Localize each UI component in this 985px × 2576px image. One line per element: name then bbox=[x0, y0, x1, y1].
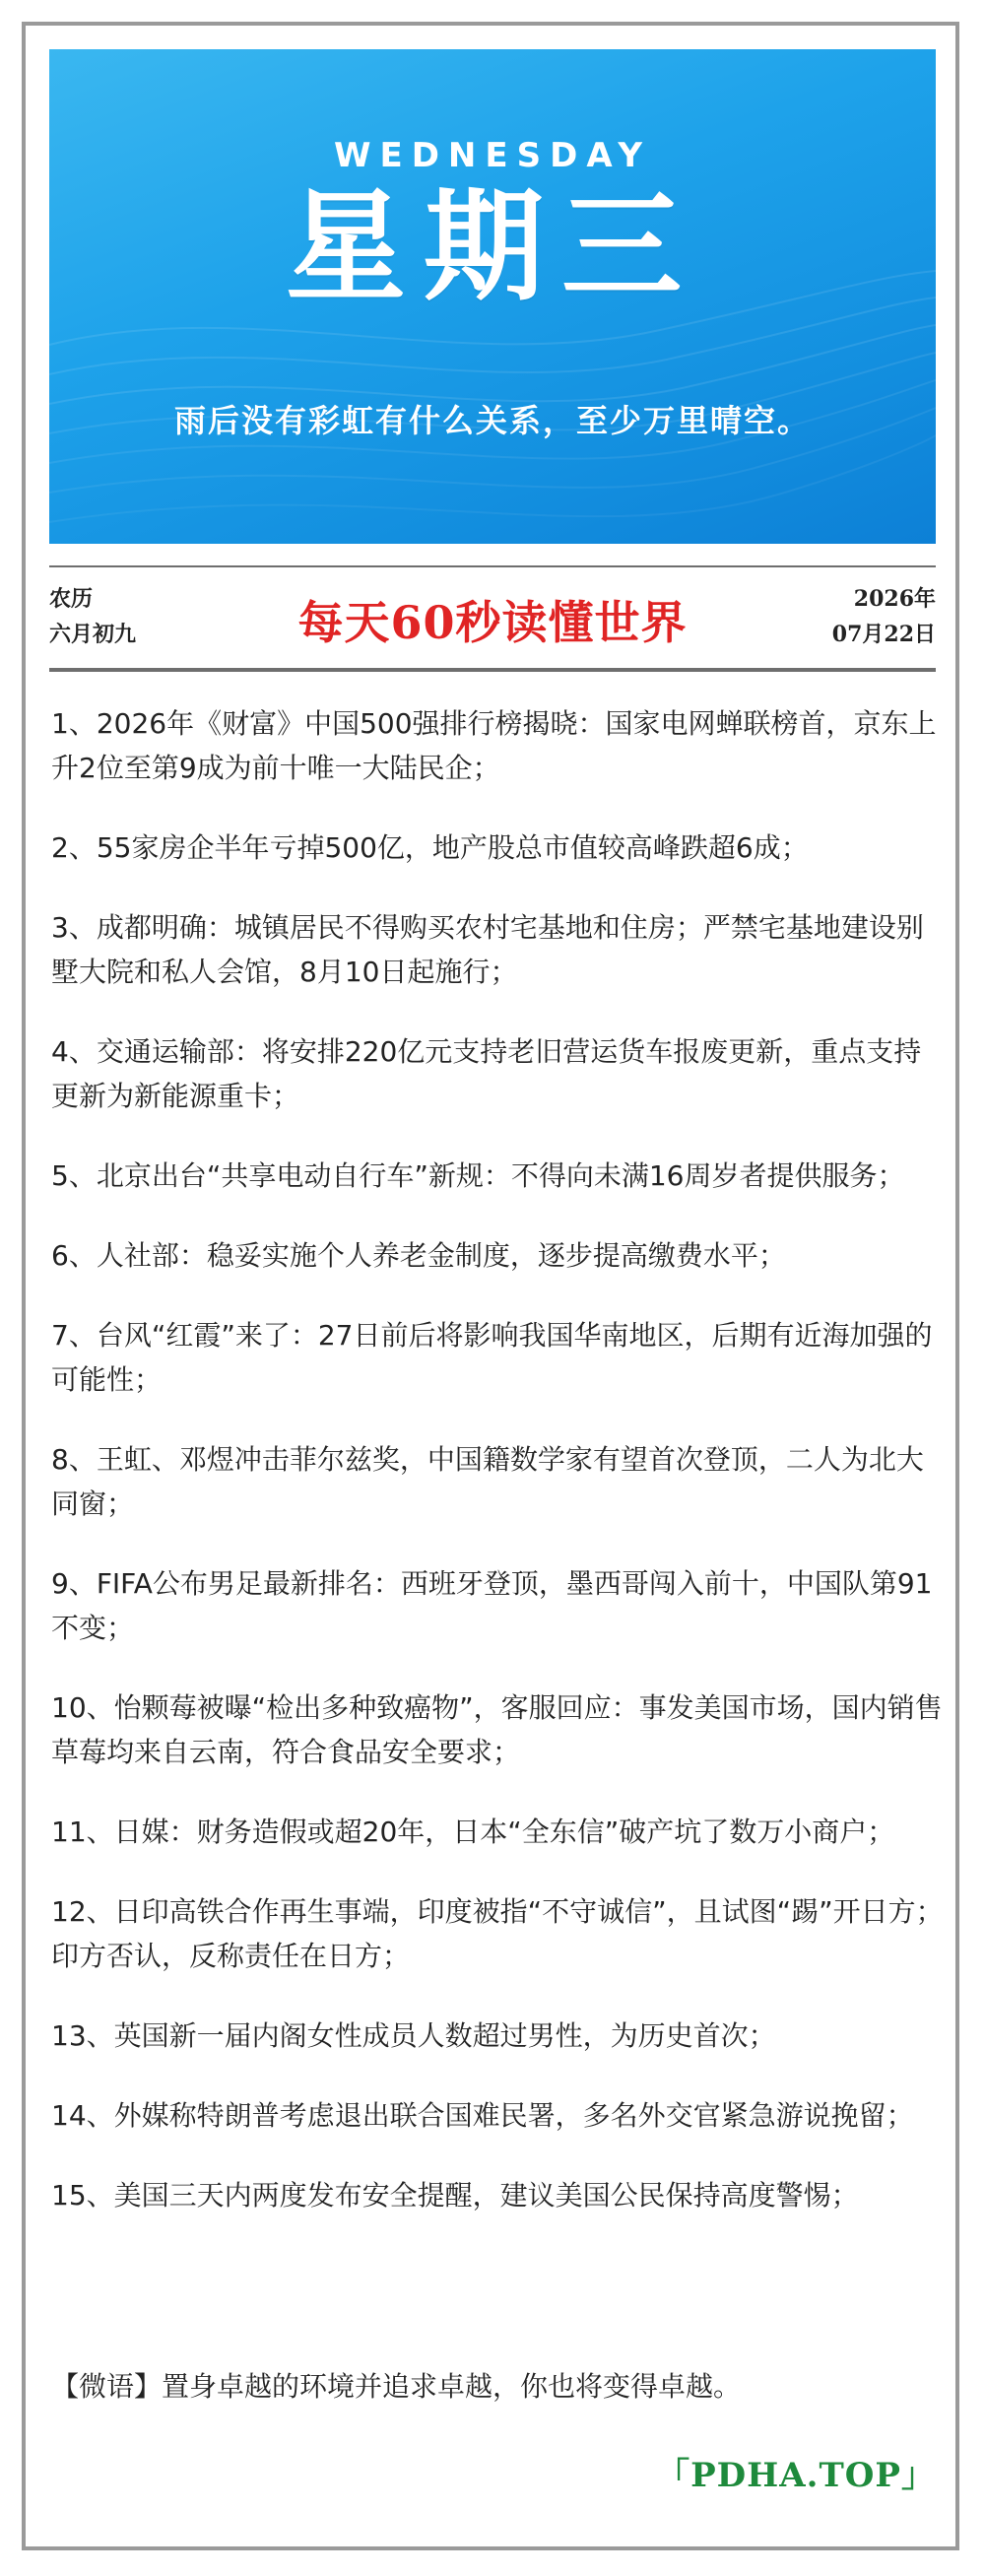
masthead-bottom-rule bbox=[49, 668, 936, 672]
weekday-chinese: 星期三 bbox=[286, 177, 699, 317]
site-watermark-link[interactable]: 「PDHA.TOP」 bbox=[656, 2456, 936, 2495]
news-list bbox=[51, 701, 944, 2253]
daily-quote: 【微语】置身卓越的环境并追求卓越，你也将变得卓越。 bbox=[51, 2370, 742, 2403]
news-item-12: 12、日印高铁合作再生事端，印度被指“不守诚信”，且试图“踢”开日方；印方否认，反称责任在日方； bbox=[51, 1895, 944, 1972]
news-item-6: 6、人社部：稳妥实施个人养老金制度，逐步提高缴费水平； bbox=[51, 1239, 786, 1272]
news-item-3: 3、成都明确：城镇居民不得购买农村宅基地和住房；严禁宅基地建设别墅大院和私人会馆，8月10日起施行； bbox=[51, 911, 924, 988]
news-item-5: 5、北京出台“共享电动自行车”新规：不得向未满16周岁者提供服务； bbox=[51, 1159, 905, 1192]
masthead-top-rule bbox=[49, 565, 936, 567]
news-item-2: 2、55家房企半年亏掉500亿，地产股总市值较高峰跌超6成； bbox=[51, 831, 809, 864]
header-banner bbox=[49, 49, 936, 544]
news-item-9: 9、FIFA公布男足最新排名：西班牙登顶，墨西哥闯入前十，中国队第91不变； bbox=[51, 1567, 933, 1644]
news-item-8: 8、王虹、邓煜冲击菲尔兹奖，中国籍数学家有望首次登顶，二人为北大同窗； bbox=[51, 1443, 924, 1520]
gregorian-date-block bbox=[832, 581, 936, 652]
weekday-english: WEDNESDAY bbox=[333, 136, 652, 175]
date-month-day: 07月22日 bbox=[831, 622, 936, 647]
lunar-date: 六月初九 bbox=[49, 622, 137, 647]
date-year: 2026年 bbox=[853, 586, 936, 612]
page-title: 每天60秒读懂世界 bbox=[297, 596, 688, 649]
news-item-4: 4、交通运输部：将安排220亿元支持老旧营运货车报废更新，重点支持更新为新能源重卡； bbox=[51, 1035, 922, 1112]
lunar-label: 农历 bbox=[49, 586, 94, 612]
news-item-10: 10、怡颗莓被曝“检出多种致癌物”，客服回应：事发美国市场，国内销售草莓均来自云南，符合食品安全要求； bbox=[51, 1691, 943, 1768]
news-item-14: 14、外媒称特朗普考虑退出联合国难民署，多名外交官紧急游说挽留； bbox=[51, 2099, 914, 2132]
news-item-1: 1、2026年《财富》中国500强排行榜揭晓：国家电网蝉联榜首，京东上升2位至第9成为前十唯一大陆民企； bbox=[51, 707, 937, 784]
news-item-13: 13、英国新一届内阁女性成员人数超过男性，为历史首次； bbox=[51, 2019, 776, 2052]
banner-slogan: 雨后没有彩虹有什么关系，至少万里晴空。 bbox=[173, 402, 811, 439]
news-item-11: 11、日媒：财务造假或超20年，日本“全东信”破产坑了数万小商户； bbox=[51, 1816, 895, 1848]
masthead bbox=[49, 581, 936, 662]
news-item-7: 7、台风“红霞”来了：27日前后将影响我国华南地区，后期有近海加强的可能性； bbox=[51, 1319, 933, 1396]
news-item-15: 15、美国三天内两度发布安全提醒，建议美国公民保持高度警惕； bbox=[51, 2179, 859, 2212]
